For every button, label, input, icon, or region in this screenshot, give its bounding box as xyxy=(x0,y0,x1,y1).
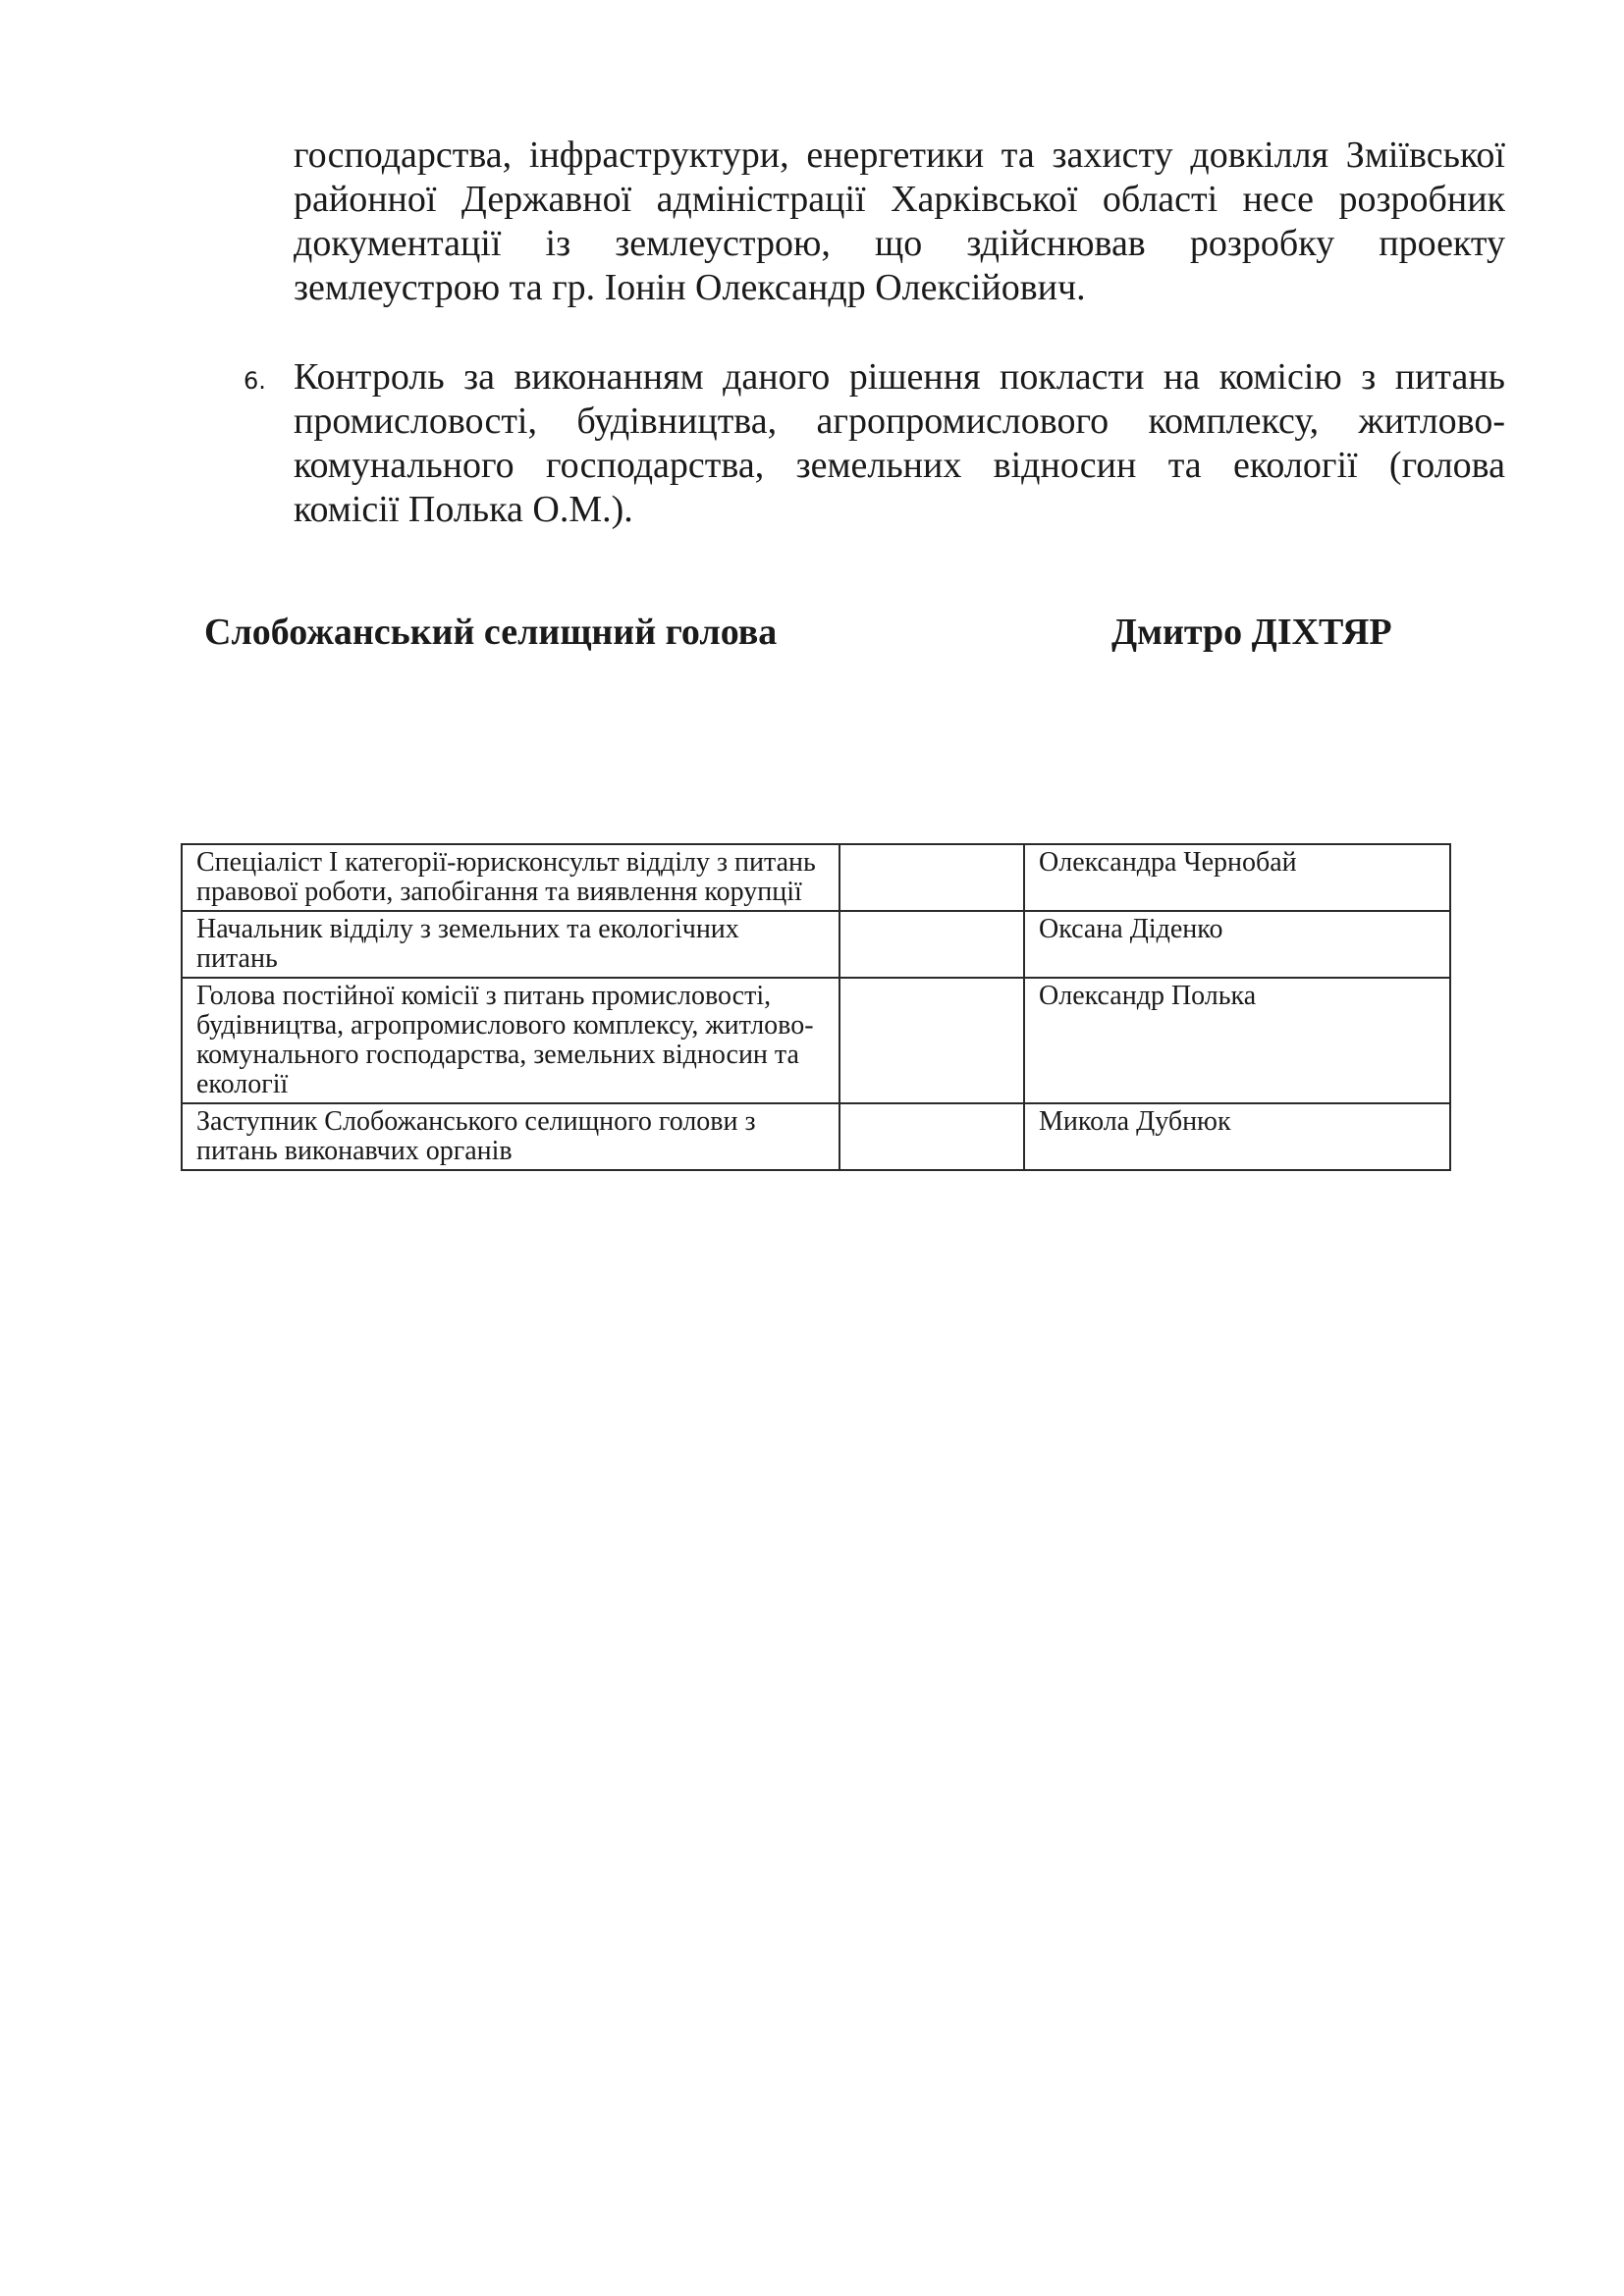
paragraph-line: господарства, інфраструктури, енергетики та захисту довкілля Зміївської xyxy=(294,134,1505,176)
list-item-6-text xyxy=(294,355,1505,532)
signatory-name: Дмитро ДІХТЯР xyxy=(1111,612,1392,653)
paragraph-line: комісії Полька О.М.). xyxy=(294,489,633,530)
approver-position: Голова постійної комісії з питань промисловості, будівництва, агропромислового комплексу, житлово-комунального господарства, земельних відносин та екології xyxy=(182,978,839,1103)
approver-name: Олександр Полька xyxy=(1024,978,1450,1103)
paragraph-line: районної Державної адміністрації Харківської області несе розробник xyxy=(294,179,1505,220)
table-row xyxy=(182,911,1450,978)
paragraph-line: промисловості, будівництва, агропромислового комплексу, житлово- xyxy=(294,400,1505,442)
approver-name: Олександра Чернобай xyxy=(1024,844,1450,911)
paragraph-line: комунального господарства, земельних відносин та екології (голова xyxy=(294,445,1505,486)
table-row xyxy=(182,844,1450,911)
list-item-number: 6. xyxy=(244,367,266,395)
approver-position: Начальник відділу з земельних та екологічних питань xyxy=(182,911,839,978)
approver-position: Спеціаліст І категорії-юрисконсульт відділу з питань правової роботи, запобігання та виявлення корупції xyxy=(182,844,839,911)
approver-position: Заступник Слобожанського селищного голови з питань виконавчих органів xyxy=(182,1103,839,1170)
table-row xyxy=(182,978,1450,1103)
continued-paragraph xyxy=(294,133,1505,310)
approver-name: Микола Дубнюк xyxy=(1024,1103,1450,1170)
signatory-title: Слобожанський селищний голова xyxy=(204,612,778,653)
approval-table xyxy=(181,843,1451,1171)
signature-cell xyxy=(839,1103,1024,1170)
table-row xyxy=(182,1103,1450,1170)
paragraph-line: документації із землеустрою, що здійснював розробку проекту xyxy=(294,223,1505,264)
paragraph-line: землеустрою та гр. Іонін Олександр Олексійович. xyxy=(294,267,1086,308)
paragraph-line: Контроль за виконанням даного рішення покласти на комісію з питань xyxy=(294,356,1505,398)
signature-cell xyxy=(839,844,1024,911)
signature-cell xyxy=(839,978,1024,1103)
approver-name: Оксана Діденко xyxy=(1024,911,1450,978)
signature-cell xyxy=(839,911,1024,978)
